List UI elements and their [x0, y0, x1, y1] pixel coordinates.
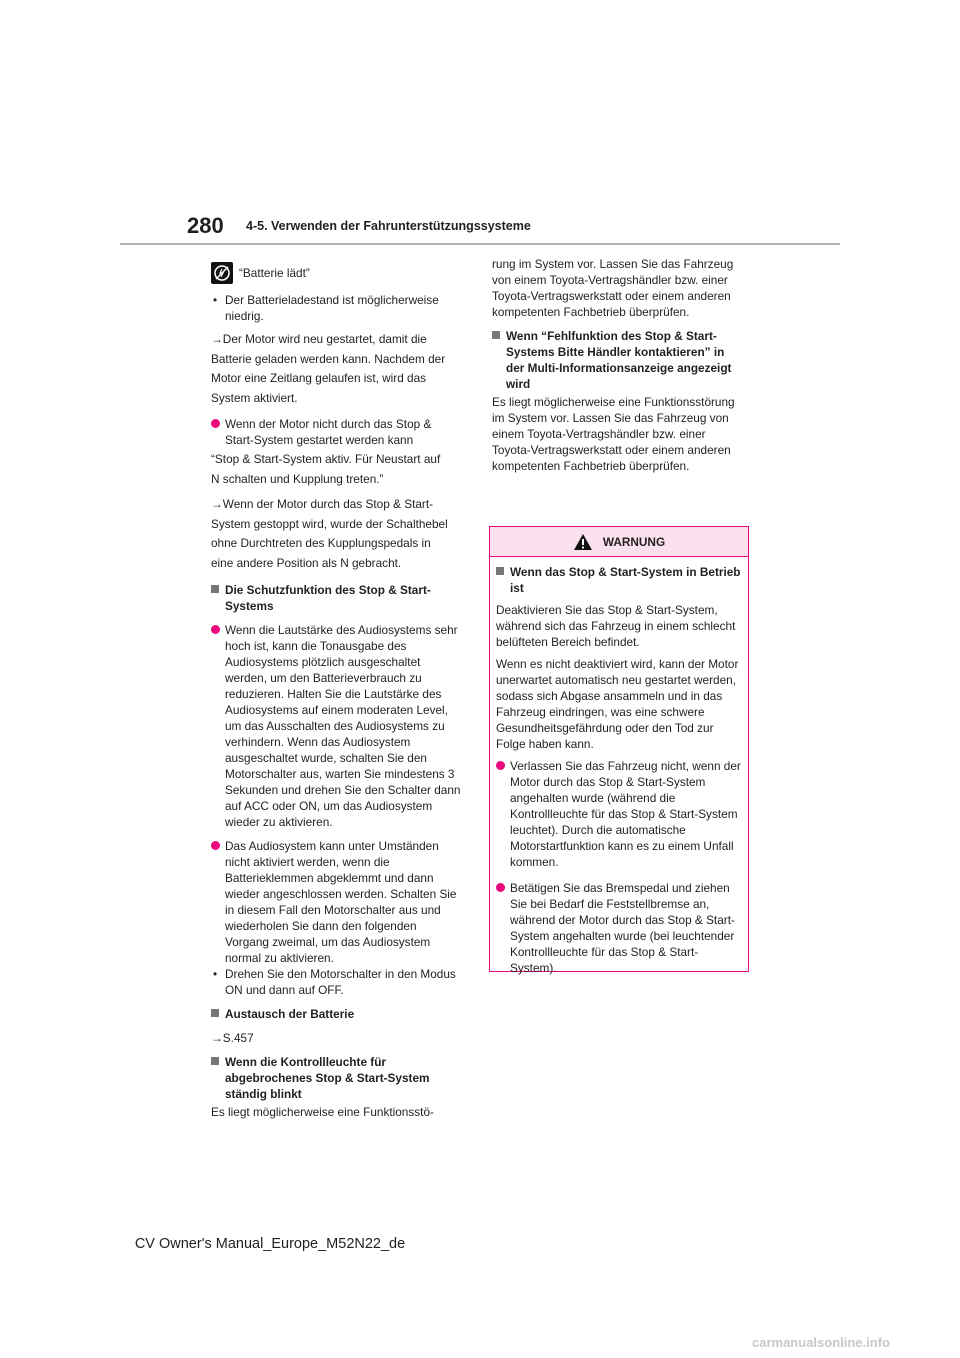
paragraph: →Wenn der Motor durch das Stop & Start- [211, 497, 434, 511]
warning-heading: Wenn das Stop & Start-System in Betrieb ist [496, 564, 742, 596]
right-column [492, 256, 744, 480]
warning-paragraph: Wenn es nicht deaktiviert wird, kann der Motor unerwartet automatisch neu gestartet werden, sodass sich Abgase ansammeln und in das Fahrzeug eindringen, was eine schwere Gesundheitsgefährdung oder den Tod zur Folge haben kann. [496, 657, 739, 751]
section-heading: Die Schutzfunktion des Stop & Start-Systems [211, 582, 463, 614]
paragraph: →Der Motor wird neu gestartet, damit die [211, 332, 427, 346]
paragraph: Es liegt möglicherweise eine Funktionsstörung im System vor. Lassen Sie das Fahrzeug von einem Toyota-Vertragshändler bzw. einer Toyota-Vertragswerkstatt oder einem anderen kompetenten Fachbetrieb überprüfen. [492, 395, 735, 473]
paragraph: System gestoppt wird, wurde der Schalthebel [211, 516, 448, 531]
header-rule [120, 243, 840, 245]
section-heading: Wenn “Fehlfunktion des Stop & Start-Systems Bitte Händler kontaktieren” in der Multi-Informationsanzeige angezeigt wird [492, 328, 744, 392]
section-title: 4-5. Verwenden der Fahrunterstützungssysteme [246, 219, 531, 233]
paragraph: Es liegt möglicherweise eine Funktionsstö- [211, 1105, 434, 1119]
watermark: carmanualsonline.info [752, 1335, 890, 1350]
warning-paragraph: Deaktivieren Sie das Stop & Start-System, während sich das Fahrzeug in einem schlecht belüfteten Bereich befindet. [496, 603, 736, 649]
left-column [211, 262, 463, 1126]
warning-header [490, 527, 748, 557]
warning-list-item: Betätigen Sie das Bremspedal und ziehen Sie bei Bedarf die Feststellbremse an, während der Motor durch das Stop & Start-System angehalten wurde (bei leuchtender Kontrollleuchte für das Stop & Start-System). [496, 880, 742, 976]
paragraph: N schalten und Kupplung treten.” [211, 471, 384, 486]
paragraph: “Stop & Start-System aktiv. Für Neustart auf [211, 452, 441, 466]
warning-list-item: Verlassen Sie das Fahrzeug nicht, wenn der Motor durch das Stop & Start-System angehalten wurde (während die Kontrollleuchte für das Stop & Start-System leuchtet). Durch die automatische Motorstartfunktion kann es zu einem Unfall kommen. [496, 758, 742, 870]
warning-triangle-icon [573, 533, 593, 551]
section-heading: Austausch der Batterie [211, 1006, 463, 1022]
battery-caption: “Batterie lädt” [239, 266, 310, 280]
list-item: Wenn die Lautstärke des Audiosystems sehr hoch ist, kann die Tonausgabe des Audiosystems plötzlich ausgeschaltet werden, um den Batterieverbrauch zu reduzieren. Halten Sie die Lautstärke des Audiosystems auf einem moderaten Level, um das Ausschalten des Audiosystems zu verhindern. Wenn das Audiosystem ausgeschaltet wurde, schalten Sie den Motorschalter aus, warten Sie mindestens 3 Sekunden und drehen Sie den Schalter dann auf ACC oder ON, um das Audiosystem wieder zu aktivieren. [211, 622, 463, 830]
warning-body [490, 557, 748, 976]
warning-box [489, 526, 749, 975]
list-item: Wenn der Motor nicht durch das Stop & Start-System gestartet werden kann [211, 416, 463, 448]
paragraph: rung im System vor. Lassen Sie das Fahrzeug von einem Toyota-Vertragshändler bzw. einer Toyota-Vertragswerkstatt oder einem anderen kompetenten Fachbetrieb überprüfen. [492, 257, 734, 319]
list-item: • Drehen Sie den Motorschalter in den Modus ON und dann auf OFF. [211, 966, 463, 998]
section-heading: Wenn die Kontrollleuchte für abgebrochenes Stop & Start-System ständig blinkt [211, 1054, 463, 1102]
footer-manual-name: CV Owner's Manual_Europe_M52N22_de [134, 1236, 406, 1252]
paragraph: System aktiviert. [211, 390, 298, 405]
page-number: 280 [187, 213, 224, 238]
list-item: Das Audiosystem kann unter Umständen nicht aktiviert werden, wenn die Batterieklemmen abgeklemmt und dann wieder angeschlossen werden. Schalten Sie in diesem Fall den Motorschalter aus und wiederholen Sie dann den folgenden Vorgang zweimal, um das Audiosystem normal zu aktivieren. [211, 838, 463, 966]
paragraph: Batterie geladen werden kann. Nachdem der [211, 351, 446, 366]
paragraph: Motor eine Zeitlang gelaufen ist, wird das [211, 371, 427, 385]
warning-title: WARNUNG [602, 534, 666, 549]
paragraph: eine andere Position als N gebracht. [211, 555, 402, 570]
list-item: • Der Batterieladestand ist möglicherweise niedrig. [211, 292, 463, 324]
battery-charging-icon [211, 262, 233, 284]
paragraph: ohne Durchtreten des Kupplungspedals in [211, 536, 431, 550]
page-reference[interactable]: →S.457 [211, 1031, 254, 1045]
battery-caption-row [211, 262, 463, 284]
